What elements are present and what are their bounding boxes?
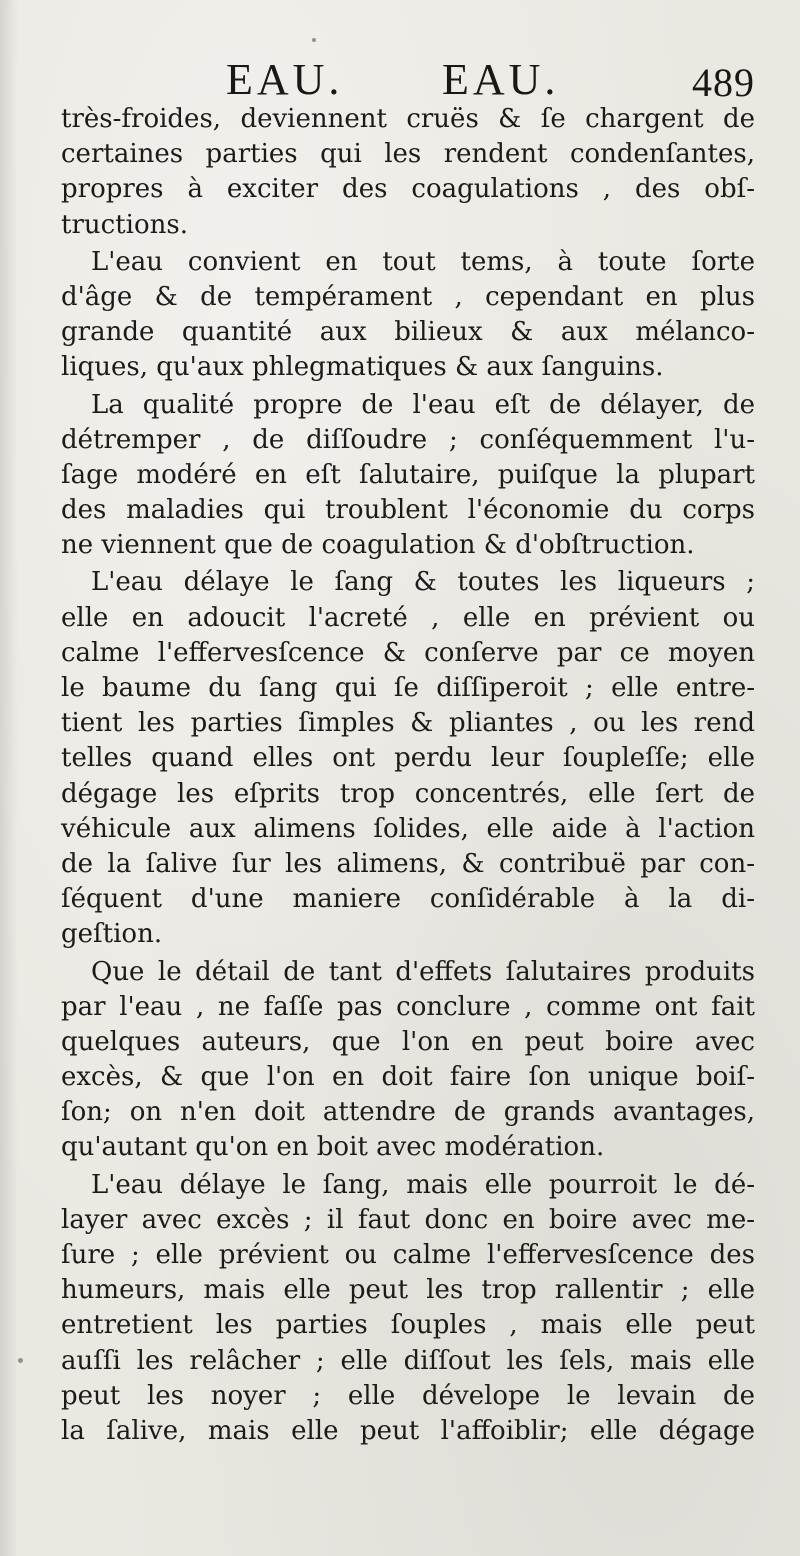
text-line: ſage modéré en eſt ſalutaire, puiſque la plupart [61, 459, 755, 490]
text-line: de la ſalive ſur les alimens, & contribuë par con- [61, 848, 755, 879]
text-line: dégage les eſprits trop concentrés, elle ſert de [61, 778, 755, 809]
print-speck [18, 1358, 23, 1363]
text-line: ſon; on n'en doit attendre de grands avantages, [61, 1097, 755, 1128]
text-line: certaines parties qui les rendent condenſantes, [61, 139, 755, 170]
text-line: véhicule aux alimens ſolides, elle aide à l'action [61, 813, 755, 844]
text-line: qu'autant qu'on en boit avec modération. [61, 1132, 605, 1163]
text-line: le baume du ſang qui ſe diſſiperoit ; elle entre- [61, 673, 755, 703]
text-line: par l'eau , ne faſſe pas conclure , comme ont fait [61, 991, 755, 1022]
text-line: ne viennent que de coagulation & d'obſtruction. [61, 530, 695, 561]
text-line: Que le détail de tant d'effets ſalutaires produits [91, 956, 755, 987]
text-line: telles quand elles ont perdu leur ſoupleſſe; elle [61, 743, 755, 774]
text-line: La qualité propre de l'eau eſt de délayer, de [91, 389, 755, 420]
text-line: calme l'effervesſcence & conſerve par ce moyen [61, 637, 755, 668]
text-line: layer avec excès ; il faut donc en boire avec me- [61, 1204, 755, 1235]
text-line: détremper , de diſſoudre ; conſéquemment l'u- [61, 424, 755, 455]
text-line: entretient les parties ſouples , mais elle peut [61, 1310, 755, 1341]
text-line: tructions. [61, 209, 188, 240]
text-line: L'eau délaye le ſang & toutes les liqueurs ; [91, 567, 755, 598]
text-line: d'âge & de tempérament , cependant en plus [61, 281, 755, 312]
running-head-left: EAU. [226, 55, 344, 104]
text-line: tient les parties ſimples & pliantes , ou les rend [61, 708, 755, 739]
text-line: elle en adoucit l'acreté , elle en prévient ou [61, 602, 755, 633]
text-line: des maladies qui troublent l'économie du corps [61, 495, 755, 526]
text-line: grande quantité aux bilieux & aux mélanco- [61, 317, 755, 348]
text-line: peut les noyer ; elle dévelope le levain de [61, 1380, 755, 1411]
text-line: auſſi les relâcher ; elle diſſout les ſels, mais elle [61, 1345, 755, 1376]
text-line: humeurs, mais elle peut les trop rallentir ; elle [61, 1275, 755, 1306]
text-line: propres à exciter des coagulations , des obſ- [61, 174, 755, 205]
text-line: ſéquent d'une maniere conſidérable à la di- [61, 884, 755, 915]
page-edge-shadow [0, 0, 18, 1556]
text-line: excès, & que l'on en doit faire ſon unique boiſ- [61, 1062, 755, 1093]
text-line: liques, qu'aux phlegmatiques & aux ſanguins. [61, 352, 664, 383]
text-line: la ſalive, mais elle peut l'affoiblir; elle dégage [61, 1415, 755, 1446]
page-number: 489 [692, 60, 755, 105]
text-line: ſure ; elle prévient ou calme l'effervesſcence des [61, 1240, 755, 1270]
text-line: très-froides, deviennent cruës & ſe chargent de [61, 104, 755, 134]
running-head-center: EAU. [442, 55, 560, 104]
print-speck [312, 38, 316, 42]
text-line: L'eau délaye le ſang, mais elle pourroit le dé- [91, 1169, 755, 1200]
text-line: geſtion. [61, 919, 163, 950]
page-body-text [61, 102, 755, 1449]
text-line: quelques auteurs, que l'on en peut boire avec [61, 1026, 755, 1057]
text-line: L'eau convient en tout tems, à toute ſorte [91, 246, 755, 277]
